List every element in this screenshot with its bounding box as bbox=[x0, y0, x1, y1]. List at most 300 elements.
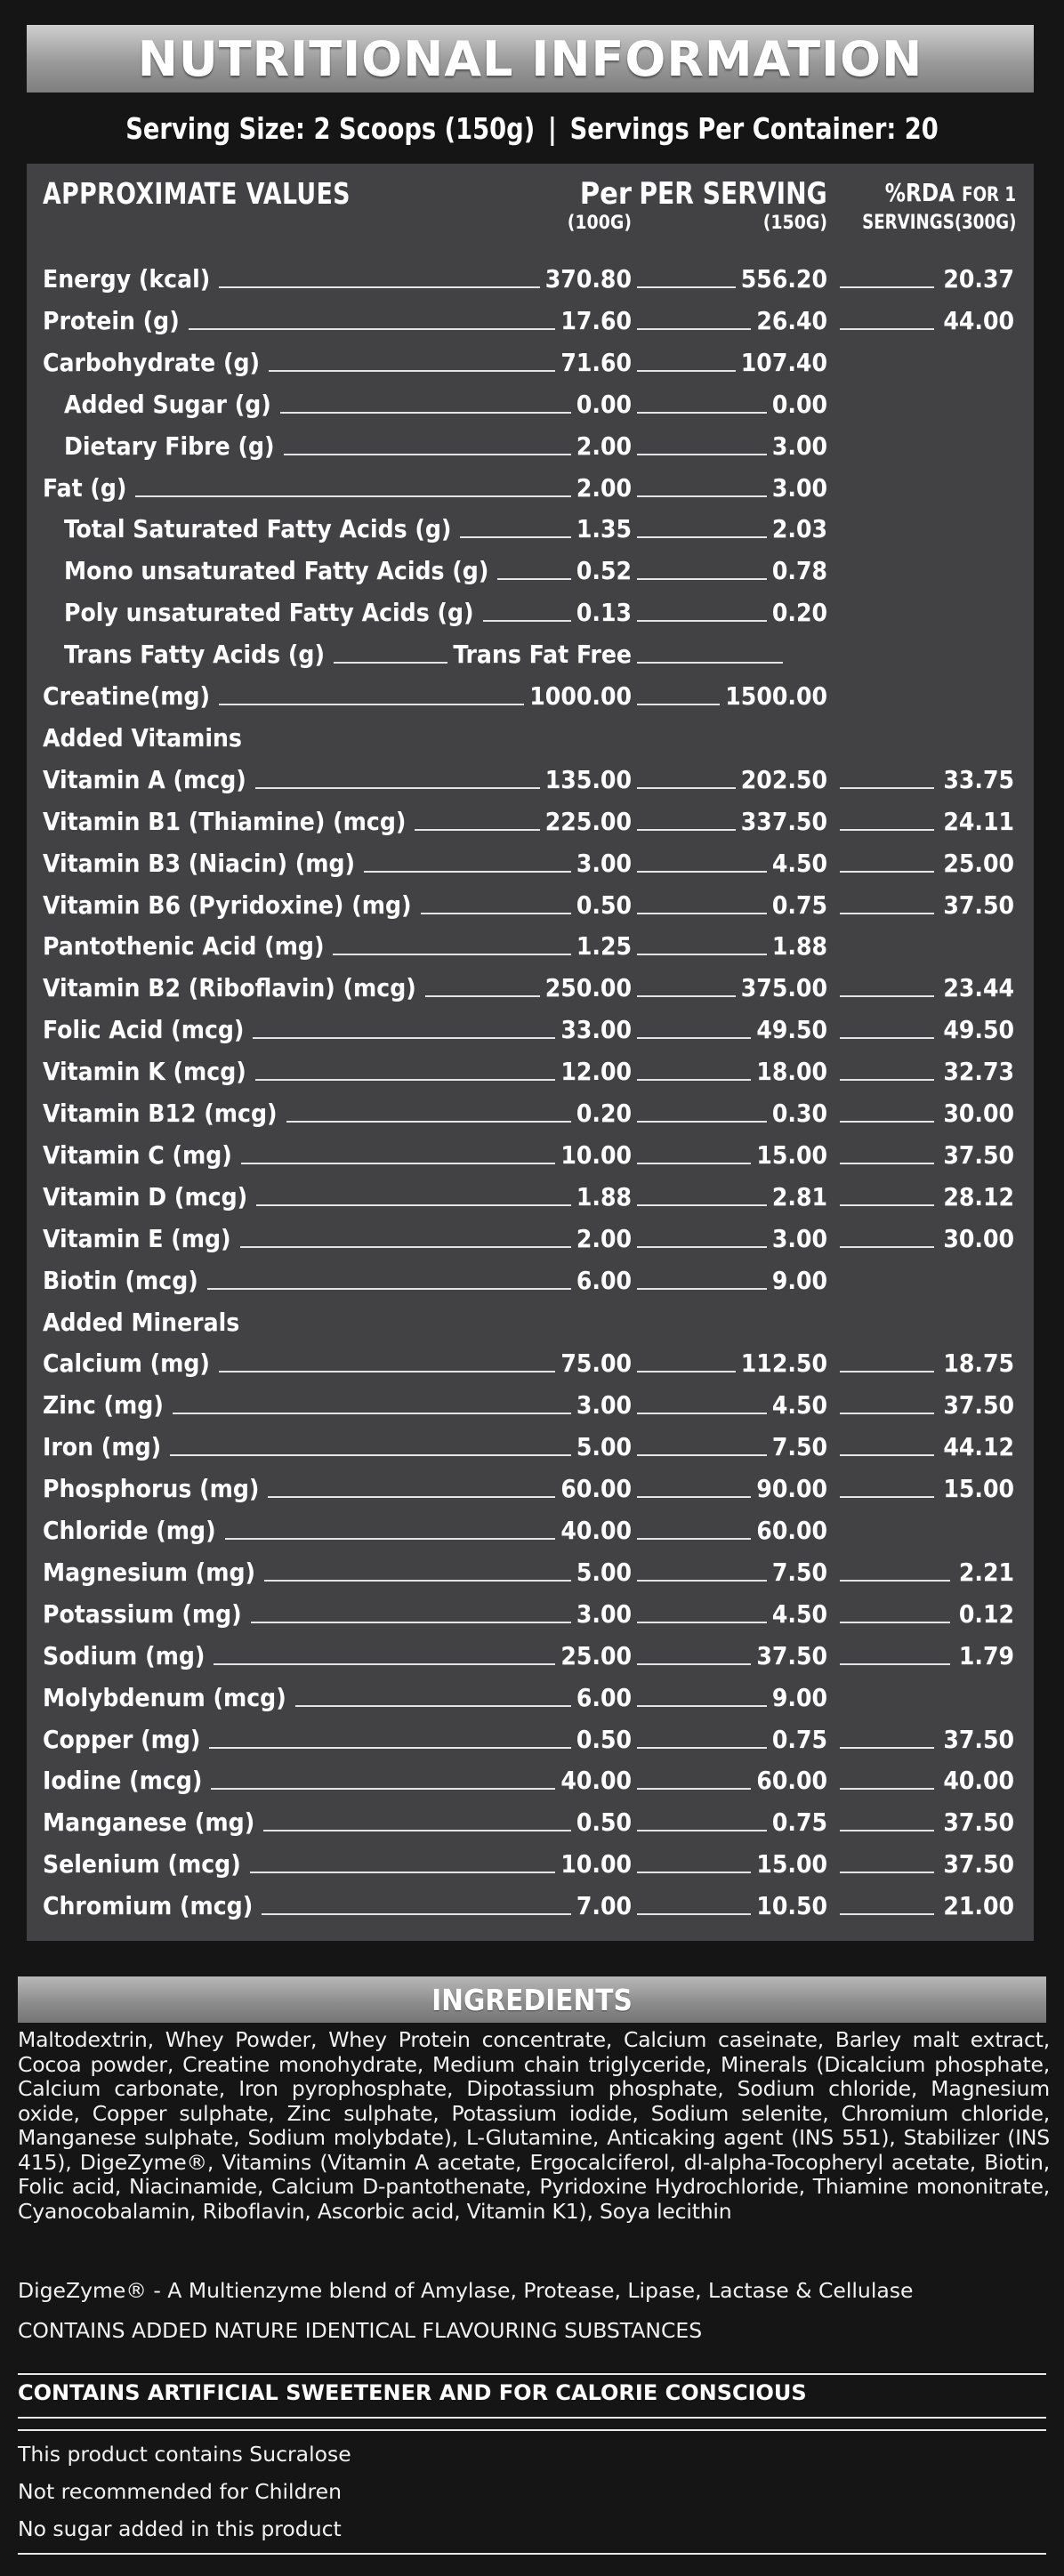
leader-line bbox=[637, 1663, 751, 1665]
value-per-100g: 3.00 bbox=[576, 1390, 632, 1420]
nutrient-row bbox=[27, 342, 1034, 383]
leader-line bbox=[225, 1538, 556, 1540]
value-rda: 28.12 bbox=[943, 1182, 1014, 1212]
nutrient-row bbox=[27, 1135, 1034, 1176]
nutrient-label: Copper (mg) bbox=[43, 1725, 201, 1754]
value-per-serving: 60.00 bbox=[756, 1766, 827, 1795]
leader-line bbox=[840, 1246, 934, 1248]
value-per-serving: 1.88 bbox=[771, 931, 827, 961]
value-per-100g: 3.00 bbox=[576, 849, 632, 878]
nutrient-label: Molybdenum (mcg) bbox=[43, 1683, 286, 1712]
nutrient-label: Manganese (mg) bbox=[43, 1807, 255, 1837]
leader-line bbox=[840, 1788, 934, 1790]
leader-line bbox=[219, 704, 524, 705]
nutrient-row bbox=[27, 885, 1034, 926]
nutrient-row bbox=[27, 1219, 1034, 1260]
leader-line bbox=[255, 1079, 556, 1081]
value-rda: 30.00 bbox=[943, 1099, 1014, 1128]
value-per-serving: 4.50 bbox=[771, 849, 827, 878]
value-rda: 49.50 bbox=[943, 1015, 1014, 1044]
leader-line bbox=[637, 787, 736, 789]
nutrient-row bbox=[27, 1469, 1034, 1509]
nutrient-row bbox=[27, 551, 1034, 592]
leader-line bbox=[637, 495, 767, 497]
leader-line bbox=[840, 829, 934, 831]
leader-line bbox=[840, 1079, 934, 1081]
value-per-100g: 25.00 bbox=[560, 1641, 632, 1670]
nutrient-row bbox=[27, 259, 1034, 300]
value-per-serving: 15.00 bbox=[756, 1849, 827, 1879]
value-rda: 15.00 bbox=[943, 1474, 1014, 1503]
leader-line bbox=[415, 829, 539, 831]
leader-line bbox=[219, 1371, 555, 1373]
servings-per-container: Servings Per Container: 20 bbox=[569, 110, 939, 146]
value-rda: 2.21 bbox=[958, 1558, 1014, 1587]
leader-line bbox=[637, 1538, 751, 1540]
nutrient-label: Vitamin B12 (mcg) bbox=[43, 1099, 278, 1128]
section-heading: Added Minerals bbox=[43, 1308, 240, 1337]
warning-line: This product contains Sucralose bbox=[18, 2442, 351, 2467]
value-per-100g: 0.52 bbox=[576, 556, 632, 585]
nutrient-row bbox=[27, 301, 1034, 342]
nutrient-row bbox=[27, 926, 1034, 967]
value-per-100g: 0.13 bbox=[576, 598, 632, 627]
value-per-serving: 3.00 bbox=[771, 473, 827, 503]
nutrient-row bbox=[27, 1760, 1034, 1801]
leader-line bbox=[637, 1872, 751, 1873]
value-per-100g: 2.00 bbox=[576, 473, 632, 503]
leader-line bbox=[262, 1913, 571, 1915]
leader-line bbox=[268, 1496, 555, 1498]
divider bbox=[18, 2429, 1046, 2431]
value-rda: 21.00 bbox=[943, 1891, 1014, 1920]
leader-line bbox=[421, 913, 571, 914]
nutrient-row bbox=[27, 676, 1034, 717]
leader-line bbox=[637, 620, 767, 622]
leader-line bbox=[460, 536, 570, 538]
nutrition-table bbox=[27, 164, 1034, 1941]
ingredients-title: INGREDIENTS bbox=[18, 1976, 1046, 2023]
leader-line bbox=[840, 871, 934, 873]
value-per-serving: 0.20 bbox=[771, 598, 827, 627]
flavour-note: CONTAINS ADDED NATURE IDENTICAL FLAVOURING SUBSTANCES bbox=[18, 2318, 703, 2343]
leader-line bbox=[637, 1246, 767, 1248]
value-per-100g: 0.50 bbox=[576, 1725, 632, 1754]
value-per-100g: 10.00 bbox=[560, 1849, 632, 1879]
nutrient-label: Phosphorus (mg) bbox=[43, 1474, 260, 1503]
value-rda: 1.79 bbox=[958, 1641, 1014, 1670]
value-per-100g: 17.60 bbox=[560, 306, 632, 335]
value-per-serving: 3.00 bbox=[771, 431, 827, 461]
value-per-serving: 37.50 bbox=[756, 1641, 827, 1670]
leader-line bbox=[637, 286, 736, 288]
leader-line bbox=[295, 1705, 571, 1707]
nutrient-label: Added Sugar (g) bbox=[64, 390, 271, 419]
nutrient-label: Biotin (mcg) bbox=[43, 1266, 198, 1295]
value-per-serving: 112.50 bbox=[740, 1348, 827, 1378]
leader-line bbox=[263, 1830, 571, 1831]
value-rda: 37.50 bbox=[943, 1807, 1014, 1837]
value-per-serving: 3.00 bbox=[771, 1224, 827, 1253]
value-per-serving: 7.50 bbox=[771, 1432, 827, 1461]
value-per-serving: 90.00 bbox=[756, 1474, 827, 1503]
nutrient-label: Vitamin C (mg) bbox=[43, 1140, 232, 1170]
leader-line bbox=[840, 1872, 934, 1873]
leader-line bbox=[253, 1037, 555, 1039]
value-per-100g: 0.00 bbox=[576, 390, 632, 419]
value-per-serving: 60.00 bbox=[756, 1516, 827, 1545]
value-per-serving: 0.78 bbox=[771, 556, 827, 585]
nutrient-row bbox=[27, 1093, 1034, 1134]
value-per-100g: 10.00 bbox=[560, 1140, 632, 1170]
value-per-100g: 33.00 bbox=[560, 1015, 632, 1044]
leader-line bbox=[241, 1163, 556, 1164]
value-rda: 37.50 bbox=[943, 1849, 1014, 1879]
nutrient-label: Trans Fatty Acids (g) bbox=[64, 640, 325, 669]
leader-line bbox=[637, 328, 751, 330]
header-per-serving: PER SERVING bbox=[639, 176, 827, 212]
leader-line bbox=[637, 1163, 751, 1164]
value-rda: 44.00 bbox=[943, 306, 1014, 335]
leader-line bbox=[209, 1747, 570, 1749]
nutrient-row bbox=[27, 468, 1034, 509]
leader-line bbox=[637, 370, 736, 372]
header-per-serving-unit: (150G) bbox=[762, 212, 827, 233]
value-per-100g: 1000.00 bbox=[529, 681, 632, 711]
nutrient-row bbox=[27, 1260, 1034, 1301]
leader-line bbox=[840, 1913, 934, 1915]
leader-line bbox=[637, 871, 767, 873]
value-per-serving: 26.40 bbox=[756, 306, 827, 335]
ingredients-text: Maltodextrin, Whey Powder, Whey Protein concentrate, Calcium caseinate, Barley malt extract, Cocoa powder, Creatine monohydrate, Medium chain triglyceride, Minerals (Dicalcium phosphate, Calcium carbonate, Iron pyrophosphate, Dipotassium phosphate, Sodium chloride, Magnesium oxide, Copper sulphate, Zinc sulphate, Potassium iodide, Sodium selenite, Chromium chloride, Manganese sulphate, Sodium molybdate), L-Glutamine, Anticaking agent (INS 551), Stabilizer (INS 415), DigeZyme®, Vitamins (Vitamin A acetate, Ergocalciferol, dl-alpha-Tocopheryl acetate, Biotin, Folic acid, Niacinamide, Calcium D-pantothenate, Pyridoxine Hydrochloride, Thiamine mononitrate, Cyanocobalamin, Riboflavin, Ascorbic acid, Vitamin K1), Soya lecithin bbox=[18, 2027, 1050, 2224]
nutrient-row bbox=[27, 1510, 1034, 1551]
nutrient-label: Total Saturated Fatty Acids (g) bbox=[64, 514, 452, 543]
warning-line: No sugar added in this product bbox=[18, 2516, 342, 2541]
leader-line bbox=[637, 1288, 767, 1290]
leader-line bbox=[637, 662, 783, 664]
serving-info bbox=[43, 103, 1021, 153]
nutrient-row bbox=[27, 1802, 1034, 1843]
leader-line bbox=[637, 1121, 767, 1123]
nutrient-label: Selenium (mcg) bbox=[43, 1849, 241, 1879]
value-rda: 32.73 bbox=[943, 1057, 1014, 1086]
value-rda: 37.50 bbox=[943, 1725, 1014, 1754]
header-rda-label: %RDA bbox=[884, 178, 955, 207]
leader-line bbox=[189, 328, 556, 330]
value-rda: 40.00 bbox=[943, 1766, 1014, 1795]
nutrient-label: Carbohydrate (g) bbox=[43, 348, 261, 377]
nutrient-row bbox=[27, 509, 1034, 550]
leader-line bbox=[637, 704, 720, 705]
leader-line bbox=[497, 578, 571, 580]
nutrient-label: Magnesium (mg) bbox=[43, 1558, 256, 1587]
leader-line bbox=[840, 1830, 934, 1831]
value-per-serving: 107.40 bbox=[740, 348, 827, 377]
leader-line bbox=[219, 286, 540, 288]
value-per-serving: 49.50 bbox=[756, 1015, 827, 1044]
leader-line bbox=[840, 1413, 934, 1414]
leader-line bbox=[250, 1872, 556, 1873]
nutrient-row bbox=[27, 843, 1034, 884]
nutrient-row bbox=[27, 1343, 1034, 1384]
leader-line bbox=[840, 1580, 950, 1582]
leader-line bbox=[135, 495, 570, 497]
leader-line bbox=[364, 871, 571, 873]
value-rda: 24.11 bbox=[943, 807, 1014, 836]
header-per-unit: (100G) bbox=[567, 212, 632, 233]
value-per-serving: 1500.00 bbox=[725, 681, 827, 711]
value-rda: 18.75 bbox=[943, 1348, 1014, 1378]
value-per-100g: 370.80 bbox=[544, 264, 632, 294]
value-per-100g: 250.00 bbox=[544, 973, 632, 1002]
leader-line bbox=[207, 1288, 571, 1290]
nutrient-row bbox=[27, 1010, 1034, 1051]
nutrient-row bbox=[27, 1636, 1034, 1677]
value-rda: 23.44 bbox=[943, 973, 1014, 1002]
value-per-100g: 1.25 bbox=[576, 931, 632, 961]
nutrient-row bbox=[27, 426, 1034, 467]
nutrient-label: Vitamin D (mcg) bbox=[43, 1182, 248, 1212]
leader-line bbox=[840, 1622, 950, 1623]
nutrient-label: Chromium (mcg) bbox=[43, 1891, 254, 1920]
nutrient-label: Vitamin B6 (Pyridoxine) (mg) bbox=[43, 890, 412, 920]
nutrient-row bbox=[27, 1385, 1034, 1426]
value-per-100g: 3.00 bbox=[576, 1599, 632, 1629]
sweetener-warning-title: CONTAINS ARTIFICIAL SWEETENER AND FOR CALORIE CONSCIOUS bbox=[18, 2380, 807, 2405]
leader-line bbox=[840, 1371, 934, 1373]
nutrient-label: Pantothenic Acid (mg) bbox=[43, 931, 325, 961]
leader-line bbox=[637, 1413, 767, 1414]
leader-line bbox=[637, 1496, 751, 1498]
value-per-serving: 337.50 bbox=[740, 807, 827, 836]
value-rda: 0.12 bbox=[958, 1599, 1014, 1629]
leader-line bbox=[483, 620, 571, 622]
nutrition-title: NUTRITIONAL INFORMATION bbox=[27, 25, 1034, 93]
leader-line bbox=[637, 954, 767, 955]
value-rda: 25.00 bbox=[943, 849, 1014, 878]
value-per-serving: 4.50 bbox=[771, 1599, 827, 1629]
nutrient-label: Vitamin K (mcg) bbox=[43, 1057, 246, 1086]
nutrient-label: Fat (g) bbox=[43, 473, 127, 503]
nutrient-label: Poly unsaturated Fatty Acids (g) bbox=[64, 598, 474, 627]
leader-line bbox=[240, 1246, 571, 1248]
nutrient-row bbox=[27, 592, 1034, 633]
leader-line bbox=[637, 1622, 767, 1623]
value-rda: 20.37 bbox=[943, 264, 1014, 294]
value-per-serving: 7.50 bbox=[771, 1558, 827, 1587]
leader-line bbox=[840, 1747, 934, 1749]
value-per-serving: 375.00 bbox=[740, 973, 827, 1002]
value-per-serving: 15.00 bbox=[756, 1140, 827, 1170]
value-per-serving: 2.03 bbox=[771, 514, 827, 543]
nutrient-label: Dietary Fibre (g) bbox=[64, 431, 275, 461]
leader-line bbox=[637, 995, 736, 997]
nutrient-row bbox=[27, 1552, 1034, 1593]
header-rda-small: FOR 1 bbox=[962, 184, 1016, 206]
value-per-serving: 202.50 bbox=[740, 765, 827, 794]
nutrient-label: Creatine(mg) bbox=[43, 681, 211, 711]
leader-line bbox=[637, 454, 767, 455]
section-heading: Added Vitamins bbox=[43, 723, 242, 753]
leader-line bbox=[637, 1371, 736, 1373]
value-per-100g: 12.00 bbox=[560, 1057, 632, 1086]
nutrient-label: Mono unsaturated Fatty Acids (g) bbox=[64, 556, 489, 585]
nutrient-label: Vitamin B1 (Thiamine) (mcg) bbox=[43, 807, 407, 836]
leader-line bbox=[840, 1037, 934, 1039]
nutrient-label: Vitamin E (mg) bbox=[43, 1224, 231, 1253]
divider bbox=[18, 2553, 1046, 2555]
leader-line bbox=[280, 412, 571, 414]
warning-line: Not recommended for Children bbox=[18, 2479, 342, 2504]
leader-line bbox=[637, 829, 736, 831]
leader-line bbox=[255, 787, 540, 789]
leader-line bbox=[637, 1788, 751, 1790]
value-per-100g: 6.00 bbox=[576, 1683, 632, 1712]
nutrient-label: Energy (kcal) bbox=[43, 264, 211, 294]
value-per-100g: 40.00 bbox=[560, 1516, 632, 1545]
nutrient-row bbox=[27, 1051, 1034, 1092]
value-per-100g: 1.35 bbox=[576, 514, 632, 543]
leader-line bbox=[333, 954, 570, 955]
value-per-serving: 0.75 bbox=[771, 890, 827, 920]
nutrient-label: Iron (mg) bbox=[43, 1432, 162, 1461]
value-per-100g: 75.00 bbox=[560, 1348, 632, 1378]
value-per-serving: 0.75 bbox=[771, 1725, 827, 1754]
value-per-serving: 556.20 bbox=[740, 264, 827, 294]
value-per-serving: 0.30 bbox=[771, 1099, 827, 1128]
nutrient-row bbox=[27, 1427, 1034, 1468]
nutrient-label: Vitamin B2 (Riboflavin) (mcg) bbox=[43, 973, 416, 1002]
leader-line bbox=[637, 1580, 767, 1582]
leader-line bbox=[637, 913, 767, 914]
value-per-100g: 5.00 bbox=[576, 1432, 632, 1461]
nutrient-row bbox=[27, 1177, 1034, 1218]
value-per-100g: 5.00 bbox=[576, 1558, 632, 1587]
nutrient-row bbox=[27, 968, 1034, 1009]
value-per-100g: 1.88 bbox=[576, 1182, 632, 1212]
leader-line bbox=[840, 1496, 934, 1498]
value-per-100g: 0.50 bbox=[576, 890, 632, 920]
leader-line bbox=[840, 1663, 950, 1665]
nutrient-row bbox=[27, 1594, 1034, 1635]
leader-line bbox=[269, 370, 555, 372]
leader-line bbox=[840, 1121, 934, 1123]
digezyme-note: DigeZyme® - A Multienzyme blend of Amylase, Protease, Lipase, Lactase & Cellulase bbox=[18, 2278, 914, 2303]
value-rda: 30.00 bbox=[943, 1224, 1014, 1253]
nutrient-label: Potassium (mg) bbox=[43, 1599, 242, 1629]
nutrient-label: Protein (g) bbox=[43, 306, 180, 335]
leader-line bbox=[425, 995, 540, 997]
leader-line bbox=[637, 578, 767, 580]
leader-line bbox=[637, 1705, 767, 1707]
leader-line bbox=[334, 662, 447, 664]
leader-line bbox=[840, 913, 934, 914]
value-per-100g: 0.20 bbox=[576, 1099, 632, 1128]
leader-line bbox=[284, 454, 571, 455]
nutrient-label: Folic Acid (mcg) bbox=[43, 1015, 245, 1044]
serving-size: Serving Size: 2 Scoops (150g) bbox=[125, 110, 536, 146]
value-rda: 44.12 bbox=[943, 1432, 1014, 1461]
leader-line bbox=[214, 1663, 555, 1665]
leader-line bbox=[637, 412, 767, 414]
value-per-100g: 60.00 bbox=[560, 1474, 632, 1503]
value-per-serving: 9.00 bbox=[771, 1266, 827, 1295]
value-per-serving: 0.75 bbox=[771, 1807, 827, 1837]
leader-line bbox=[264, 1580, 571, 1582]
value-per-100g: Trans Fat Free bbox=[453, 640, 632, 669]
value-per-100g: 2.00 bbox=[576, 431, 632, 461]
value-per-100g: 40.00 bbox=[560, 1766, 632, 1795]
leader-line bbox=[637, 1454, 767, 1456]
value-per-100g: 7.00 bbox=[576, 1891, 632, 1920]
value-per-serving: 0.00 bbox=[771, 390, 827, 419]
leader-line bbox=[637, 1037, 751, 1039]
header-rda-unit: SERVINGS(300G) bbox=[861, 212, 1016, 234]
leader-line bbox=[251, 1622, 571, 1623]
leader-line bbox=[637, 1079, 751, 1081]
value-rda: 37.50 bbox=[943, 890, 1014, 920]
value-per-100g: 225.00 bbox=[544, 807, 632, 836]
value-per-serving: 4.50 bbox=[771, 1390, 827, 1420]
value-rda: 37.50 bbox=[943, 1140, 1014, 1170]
nutrient-label: Calcium (mg) bbox=[43, 1348, 210, 1378]
leader-line bbox=[170, 1454, 571, 1456]
nutrient-row bbox=[27, 760, 1034, 801]
nutrient-row bbox=[27, 384, 1034, 425]
value-per-serving: 10.50 bbox=[756, 1891, 827, 1920]
leader-line bbox=[840, 286, 934, 288]
value-per-100g: 0.50 bbox=[576, 1807, 632, 1837]
value-per-100g: 71.60 bbox=[560, 348, 632, 377]
leader-line bbox=[840, 1163, 934, 1164]
nutrient-row bbox=[27, 1678, 1034, 1719]
nutrient-label: Sodium (mg) bbox=[43, 1641, 206, 1670]
leader-line bbox=[840, 1454, 934, 1456]
value-per-serving: 2.81 bbox=[771, 1182, 827, 1212]
nutrient-label: Vitamin B3 (Niacin) (mg) bbox=[43, 849, 356, 878]
leader-line bbox=[637, 1747, 767, 1749]
leader-line bbox=[637, 536, 767, 538]
leader-line bbox=[840, 995, 934, 997]
nutrient-row bbox=[27, 1844, 1034, 1885]
leader-line bbox=[637, 1913, 751, 1915]
leader-line bbox=[211, 1788, 555, 1790]
value-per-100g: 135.00 bbox=[544, 765, 632, 794]
value-rda: 33.75 bbox=[943, 765, 1014, 794]
nutrient-label: Zinc (mg) bbox=[43, 1390, 164, 1420]
nutrient-label: Vitamin A (mcg) bbox=[43, 765, 246, 794]
value-per-100g: 6.00 bbox=[576, 1266, 632, 1295]
divider bbox=[18, 2373, 1046, 2375]
header-approximate-values: APPROXIMATE VALUES bbox=[43, 176, 351, 211]
nutrient-row bbox=[27, 634, 1034, 675]
leader-line bbox=[840, 787, 934, 789]
value-per-100g: 2.00 bbox=[576, 1224, 632, 1253]
value-rda: 37.50 bbox=[943, 1390, 1014, 1420]
nutrient-row bbox=[27, 1719, 1034, 1760]
leader-line bbox=[286, 1121, 571, 1123]
leader-line bbox=[637, 1830, 767, 1831]
serving-separator: | bbox=[547, 110, 557, 146]
leader-line bbox=[637, 1204, 767, 1206]
nutrient-row bbox=[27, 1886, 1034, 1927]
nutrient-row bbox=[27, 801, 1034, 842]
nutrient-label: Chloride (mg) bbox=[43, 1516, 216, 1545]
leader-line bbox=[256, 1204, 571, 1206]
nutrient-label: Iodine (mcg) bbox=[43, 1766, 203, 1795]
value-per-serving: 9.00 bbox=[771, 1683, 827, 1712]
leader-line bbox=[173, 1413, 571, 1414]
